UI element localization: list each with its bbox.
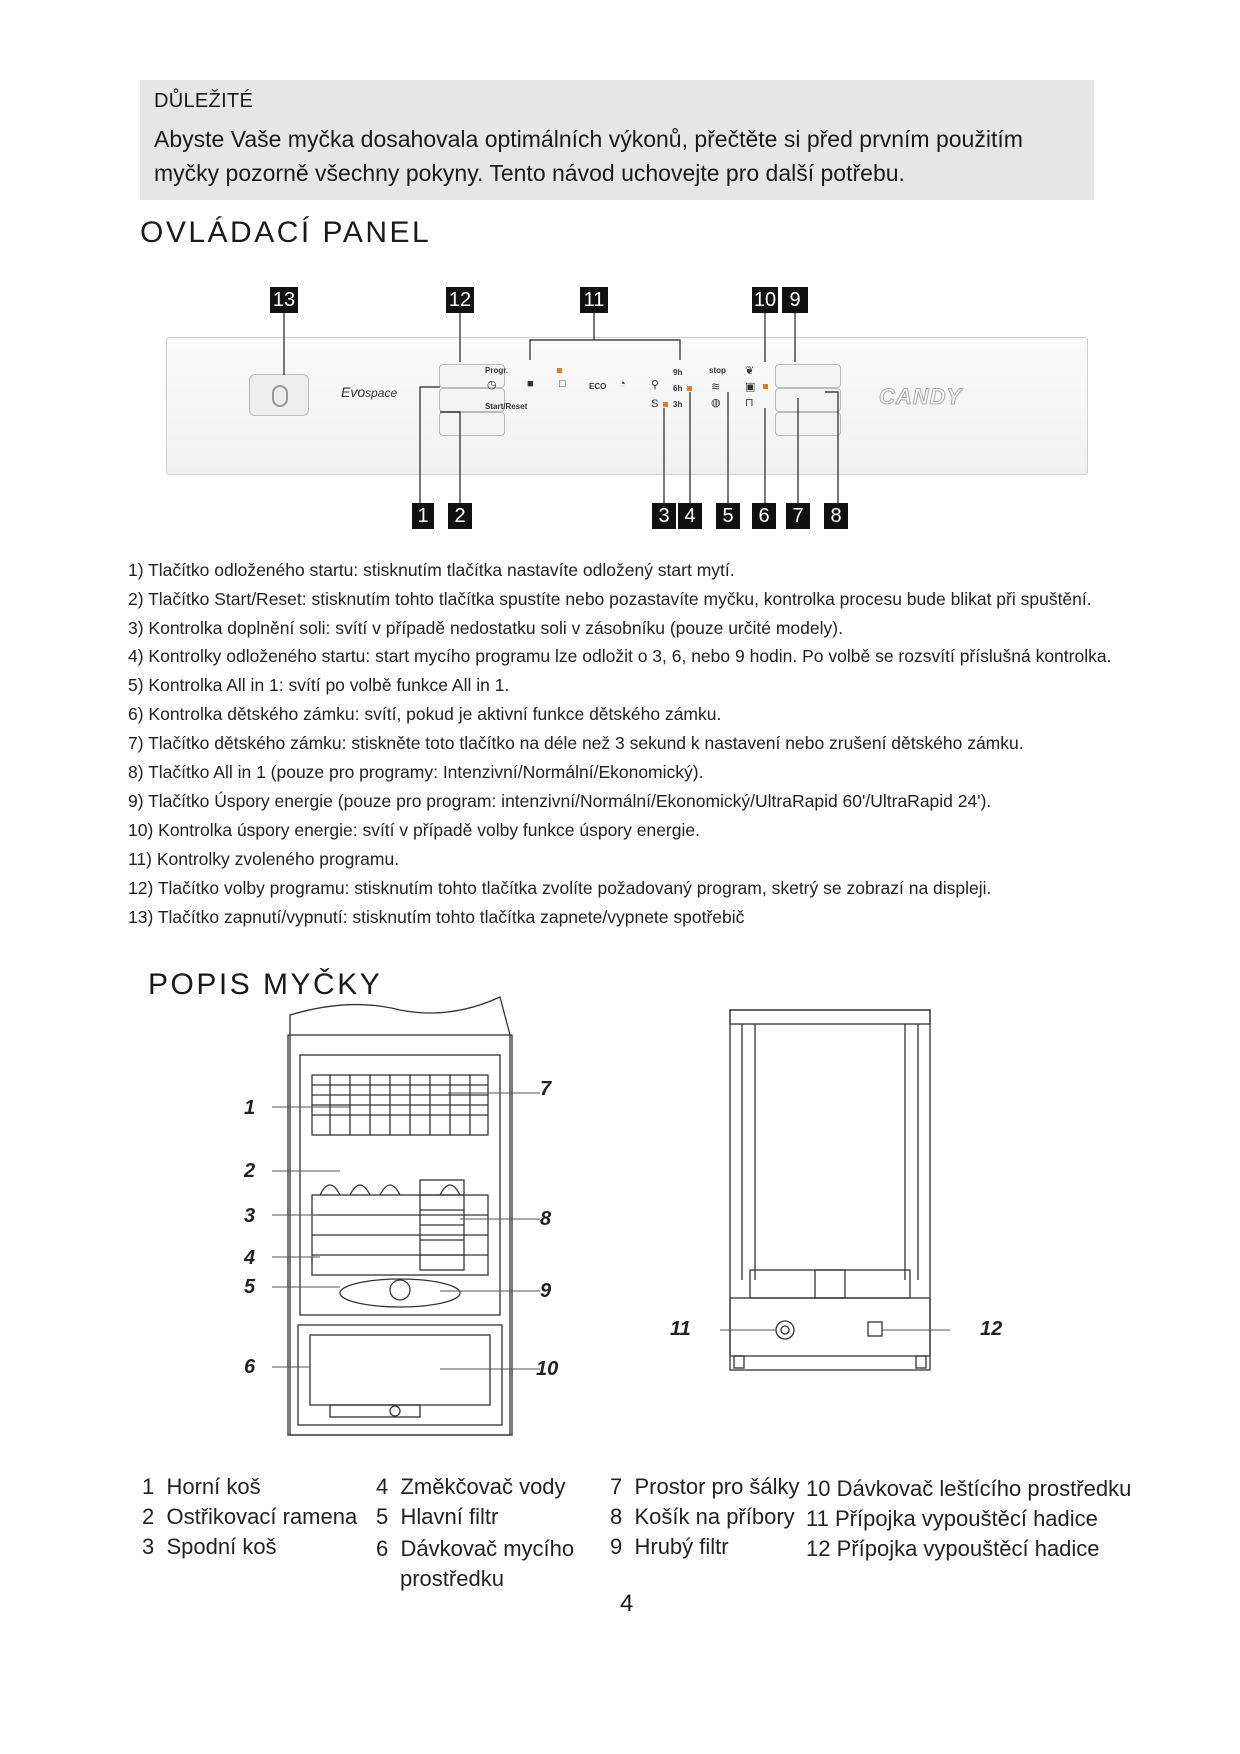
part-5 [376,1504,498,1530]
part-num: 12 [806,1536,831,1561]
dishwasher-front-illustration [240,995,580,1455]
front-label-7: 7 [540,1078,552,1100]
badge-7: 7 [786,503,810,529]
part-name: Dávkovač leštícího prostředku [836,1476,1132,1501]
part-name: Hrubý filtr [634,1534,729,1559]
front-label-4: 4 [244,1247,256,1269]
legend-item-2: 2) Tlačítko Start/Reset: stisknutím tohto tlačítka spustíte nebo pozastavíte myčku, kontrolka procesu bude blikat při spuštění. [128,589,1092,609]
rapid-icon: ◔ [619,378,626,390]
legend-item-13: 13) Tlačítko zapnutí/vypnutí: stisknutím tohto tlačítka zapnete/vypnete spotřebič [128,907,745,927]
start-reset-label: Start/Reset [485,402,528,411]
badge-8: 8 [824,503,848,529]
brand-evo: Evo [341,384,366,400]
legend-item-1: 1) Tlačítko odloženého startu: stisknutím tlačítka nastavíte odložený start mytí. [128,560,735,580]
front-label-6: 6 [244,1356,256,1378]
legend-item-8: 8) Tlačítko All in 1 (pouze pro programy: Intenzivní/Normální/Ekonomický). [128,762,704,782]
part-name: Prostor pro šálky [634,1474,800,1499]
front-label-1: 1 [244,1097,256,1119]
part-num: 5 [376,1504,389,1529]
delay-9h-label: 9h [673,368,683,377]
panel-leader-lines [0,0,1240,560]
part-11 [806,1506,1098,1532]
legend-item-9: 9) Tlačítko Úspory energie (pouze pro program: intenzivní/Normální/Ekonomický/UltraRapid 60'/UltraRapid 24'). [128,791,992,811]
legend-item-3: 3) Kontrolka doplnění soli: svítí v případě nedostatku soli v zásobníku (pouze určité modely). [128,618,843,638]
part-num: 6 [376,1536,389,1561]
part-num: 11 [806,1506,829,1531]
legend-item-12: 12) Tlačítko volby programu: stisknutím tohto tlačítka zvolíte požadovaný program, sketrý se zobrazí na displeji. [128,878,992,898]
notice-text: Abyste Vaše myčka dosahovala optimálních výkonů, přečtěte si před prvním použitím myčky pozorně všechny pokyny. Tento návod uchovejte pro další potřebu. [154,126,1023,186]
delay-3h-label: 3h [673,400,683,409]
front-label-3: 3 [244,1205,256,1227]
glass-icon: ⚲ [651,379,660,391]
back-label-11: 11 [670,1318,691,1340]
part-12 [806,1536,1100,1562]
brand-space: space [365,386,398,400]
part-name: Hlavní filtr [400,1504,499,1529]
clock-icon: ◷ [487,379,497,391]
lock-icon: ⊓ [745,397,754,409]
notice-title: DŮLEŽITÉ [154,90,254,112]
legend-item-10: 10) Kontrolka úspory energie: svítí v případě volby funkce úspory energie. [128,820,700,840]
candy-logo: CANDY [879,384,963,409]
part-6 [376,1534,600,1594]
legend-item-11: 11) Kontrolky zvoleného programu. [128,849,400,869]
front-label-8: 8 [540,1208,552,1230]
part-10 [806,1476,1131,1502]
part-7 [610,1474,800,1500]
leaf-icon: ❦ [745,365,755,377]
part-name: Přípojka vypouštěcí hadice [834,1506,1098,1531]
part-num: 8 [610,1504,623,1529]
legend-item-6: 6) Kontrolka dětského zámku: svítí, pokud je aktivní funkce dětského zámku. [128,704,722,724]
badge-9: 9 [782,287,808,313]
part-1 [142,1474,261,1500]
badge-2: 2 [448,503,472,529]
part-3 [142,1534,277,1560]
legend-item-4: 4) Kontrolky odloženého startu: start mycího programu lze odložit o 3, 6, nebo 9 hodin. Po volbě se rozsvítí příslušná kontrolka. [128,646,1112,666]
allin1-small-icon: ◍ [711,397,721,409]
part-num: 1 [142,1474,155,1499]
part-num: 2 [142,1504,155,1529]
dishwasher-back-illustration [720,1000,950,1390]
part-num: 9 [610,1534,623,1559]
badge-12: 12 [446,287,474,313]
badge-5: 5 [716,503,740,529]
part-name: Horní koš [166,1474,261,1499]
progr-label: Progr. [485,366,509,375]
badge-11: 11 [580,287,608,313]
water-icon: ≋ [711,381,721,393]
part-name: Dávkovač mycího prostředku [400,1536,575,1591]
badge-10: 10 [753,289,777,311]
allin1-icon: ▣ [745,381,756,393]
badge-4: 4 [678,503,702,529]
part-num: 10 [806,1476,831,1501]
part-num: 3 [142,1534,155,1559]
part-2 [142,1504,357,1530]
part-name: Přípojka vypouštěcí hadice [836,1536,1100,1561]
legend-item-7: 7) Tlačítko dětského zámku: stiskněte toto tlačítko na déle než 3 sekund k nastavení nebo zrušení dětského zámku. [128,733,1024,753]
badge-6: 6 [752,503,776,529]
part-name: Košík na příbory [634,1504,795,1529]
eco-label: ECO [589,382,607,391]
badge-1: 1 [412,503,434,529]
front-label-5: 5 [244,1276,256,1298]
front-label-10: 10 [536,1358,559,1380]
part-num: 4 [376,1474,389,1499]
part-9 [610,1534,729,1560]
part-8 [610,1504,795,1530]
part-4 [376,1474,566,1500]
part-name: Změkčovač vody [400,1474,566,1499]
badge-3: 3 [652,503,676,529]
front-label-9: 9 [540,1280,552,1302]
salt-icon: S [651,398,659,410]
control-panel-title: OVLÁDACÍ PANEL [140,216,432,249]
description-title: POPIS MYČKY [148,968,383,1001]
pot-icon: ■ [527,378,534,390]
delay-6h-label: 6h [673,384,683,393]
part-num: 7 [610,1474,623,1499]
part-name: Ostřikovací ramena [166,1504,358,1529]
page-number: 4 [620,1590,634,1617]
stop-label: stop [709,366,726,375]
front-label-2: 2 [244,1160,256,1182]
back-label-12: 12 [980,1318,1003,1340]
legend-item-5: 5) Kontrolka All in 1: svítí po volbě funkce All in 1. [128,675,510,695]
pan-icon: □ [559,378,566,390]
badge-13: 13 [270,287,298,313]
part-name: Spodní koš [166,1534,277,1559]
